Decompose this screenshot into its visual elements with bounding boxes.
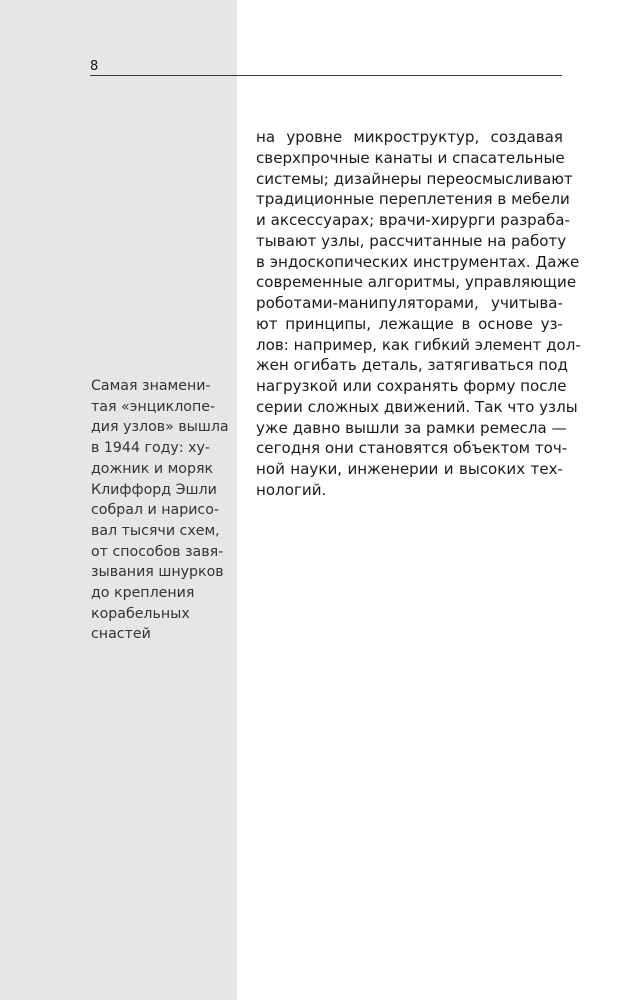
side-note-line: в 1944 году: ху-: [91, 440, 211, 457]
side-note: [91, 376, 231, 645]
body-line: серии сложных движений. Так что узлы: [256, 397, 578, 416]
side-note-line: Клиффорд Эшли: [91, 481, 217, 498]
page-number: 8: [90, 59, 99, 74]
body-line: сверхпрочные канаты и спасательные: [256, 148, 565, 167]
side-note-line: зывания шнурков: [91, 564, 224, 581]
header-rule: [90, 75, 562, 76]
body-line: и аксессуарах; врачи-хирурги разраба-: [256, 211, 570, 229]
body-line: лов: например, как гибкий элемент дол-: [256, 335, 581, 354]
side-note-line: собрал и нарисо-: [91, 502, 220, 519]
body-line: уже давно вышли за рамки ремесла —: [256, 418, 567, 437]
body-line: ной науки, инженерии и высоких тех-: [256, 460, 563, 478]
side-note-line: снастей: [91, 626, 151, 643]
side-note-line: Самая знамени-: [91, 378, 211, 394]
body-line: системы; дизайнеры переосмысливают: [256, 169, 573, 188]
body-line: роботами-манипуляторами, учитыва-: [256, 294, 563, 312]
body-line: на уровне микроструктур, создавая: [256, 128, 563, 146]
body-line: нагрузкой или сохранять форму после: [256, 377, 567, 395]
body-line: сегодня они становятся объектом точ-: [256, 439, 568, 458]
side-note-line: от способов завя-: [91, 543, 224, 560]
body-line: тывают узлы, рассчитанные на работу: [256, 231, 567, 250]
body-text: [256, 127, 581, 501]
body-line: традиционные переплетения в мебели: [256, 190, 570, 209]
side-note-line: вал тысячи схем,: [91, 522, 220, 539]
body-line: в эндоскопических инструментах. Даже: [256, 252, 580, 271]
body-line: жен огибать деталь, затягиваться под: [256, 356, 568, 375]
side-note-line: тая «энциклопе-: [91, 398, 216, 415]
side-note-line: дожник и моряк: [91, 460, 214, 477]
side-note-line: дия узлов» вышла: [91, 419, 229, 436]
side-note-line: корабельных: [91, 605, 190, 622]
body-line: нологий.: [256, 480, 327, 499]
side-note-line: до крепления: [91, 585, 195, 602]
body-line: ют принципы, лежащие в основе уз-: [256, 314, 563, 333]
body-line: современные алгоритмы, управляющие: [256, 273, 577, 292]
